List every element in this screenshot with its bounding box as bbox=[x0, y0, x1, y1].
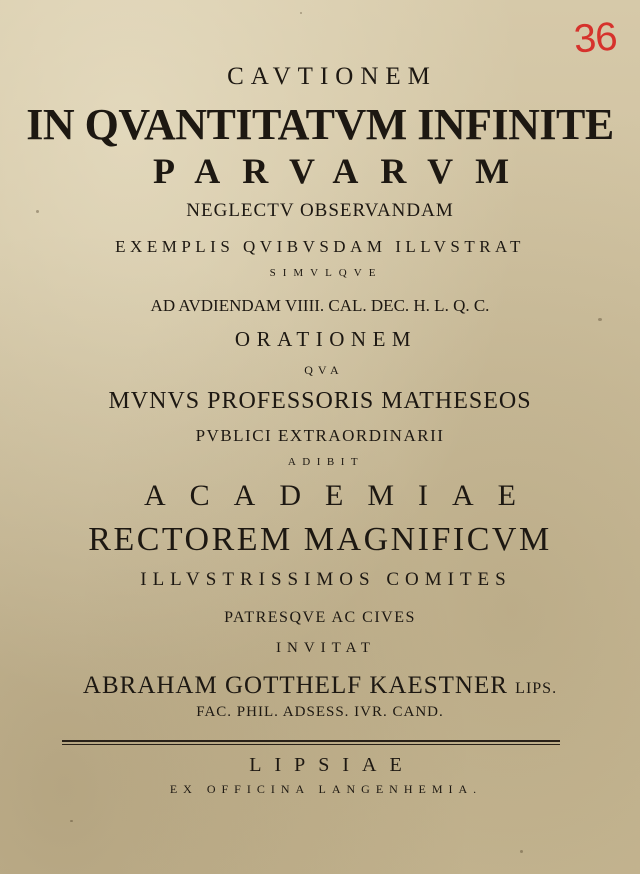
title-line-neglectu: NEGLECTV OBSERVANDAM bbox=[186, 200, 454, 221]
paper-speck bbox=[300, 12, 302, 14]
author-origin: LIPS. bbox=[515, 680, 558, 697]
paper-speck bbox=[598, 318, 602, 321]
invitation-line-adibit: ADIBIT bbox=[287, 456, 365, 468]
title-line-exemplis: EXEMPLIS QVIBVSDAM ILLVSTRAT bbox=[115, 237, 525, 256]
author-name: ABRAHAM GOTTHELF KAESTNER bbox=[82, 672, 508, 699]
invitation-line-patresque: PATRESQVE AC CIVES bbox=[224, 609, 416, 626]
paper-speck bbox=[36, 210, 39, 213]
imprint-place: LIPSIAE bbox=[249, 754, 415, 776]
paper-speck bbox=[120, 400, 122, 402]
invitation-line-ad-audiendam: AD AVDIENDAM VIIII. CAL. DEC. H. L. Q. C. bbox=[150, 296, 490, 315]
invitation-line-invitat: INVITAT bbox=[276, 640, 376, 656]
title-line-quantitatum: IN QVANTITATVM INFINITE bbox=[26, 100, 614, 149]
invitation-line-rectorem: RECTOREM MAGNIFICVM bbox=[88, 521, 552, 558]
invitation-line-publici: PVBLICI EXTRAORDINARII bbox=[195, 426, 445, 445]
author-line bbox=[0, 673, 640, 698]
paper-speck bbox=[70, 820, 73, 822]
folio-number: 36 bbox=[572, 14, 618, 62]
title-line-parvarum: PARVARVM bbox=[152, 151, 532, 191]
invitation-line-munus: MVNVS PROFESSORIS MATHESEOS bbox=[108, 388, 532, 414]
invitation-line-orationem: ORATIONEM bbox=[234, 327, 418, 351]
imprint-rule-thick bbox=[62, 740, 560, 742]
paper-speck bbox=[520, 850, 523, 853]
invitation-line-academiae: ACADEMIAE bbox=[144, 479, 540, 512]
author-affiliation: FAC. PHIL. ADSESS. IVR. CAND. bbox=[196, 704, 444, 720]
imprint-rule-thin bbox=[62, 744, 560, 745]
title-line-simulque: SIMVLQVE bbox=[269, 267, 383, 279]
invitation-line-illustrissimos: ILLVSTRISSIMOS COMITES bbox=[140, 569, 512, 590]
invitation-line-qua: QVA bbox=[304, 363, 344, 377]
imprint-printer: EX OFFICINA LANGENHEMIA. bbox=[169, 782, 483, 796]
title-line-cautionem: CAVTIONEM bbox=[227, 63, 437, 90]
